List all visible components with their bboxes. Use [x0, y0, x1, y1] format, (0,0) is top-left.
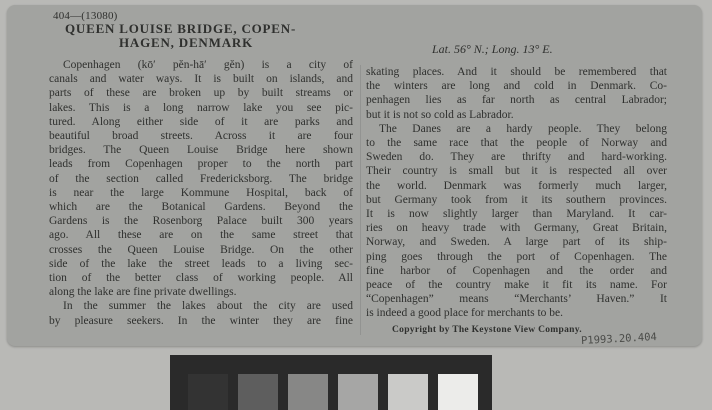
left-column-line: Gardens is the Rosenborg Palace built 300 years [49, 215, 353, 228]
gray-swatch [338, 374, 378, 410]
right-column-line: skating places. And it should be remembered that [366, 66, 667, 78]
gray-swatch [238, 374, 278, 410]
right-column-line: the winters are long and cold in Denmark. Co- [366, 80, 667, 93]
gray-swatch [388, 374, 428, 410]
left-column-line: beautiful broad streets. Across it are four [49, 130, 353, 143]
right-column-line: penhagen lies as far north as central Labrador; [366, 94, 667, 107]
left-column-line: tion of the better class of working people. All [49, 272, 353, 285]
left-column-line: lakes. This is a long narrow lake you see pic- [49, 101, 353, 114]
right-column-line: the world. Denmark was formerly much larger, [366, 179, 667, 192]
gray-swatch [438, 374, 478, 410]
right-column-line: Sweden do. They are thrifty and hard-working. [366, 151, 667, 164]
left-column-line: parts of these are broken up by built streams or [49, 87, 353, 100]
right-column-line: “Copenhagen” means “Merchants’ Haven.” It [366, 293, 667, 306]
column-gutter [360, 65, 361, 335]
left-column-line: In the summer the lakes about the city are used [63, 300, 353, 313]
left-column-line: Copenhagen (kō′ pĕn-hā′ gĕn) is a city of [63, 59, 353, 71]
left-column-line: side of the lake the street leads to a living sec- [49, 257, 353, 270]
right-column-line: but it is not so cold as Labrador. [366, 108, 514, 121]
right-column-line: Norway, and Sweden. A large part of its ship- [366, 236, 667, 249]
right-column-line: is indeed a good place for merchants to be. [366, 307, 564, 320]
right-column-line: It is now slightly larger than Maryland. It car- [366, 208, 667, 221]
right-column-line: Their country is small but it is respected all over [366, 165, 667, 178]
right-column-line: fine harbor of Copenhagen and the order and [366, 264, 667, 277]
left-column-line: is near the large Kommune Hospital, back of [49, 186, 353, 199]
accession-number: P1993.20.404 [580, 331, 658, 347]
right-column-line: ping goes through the port of Copenhagen. The [366, 250, 667, 263]
left-column-line: crosses the Queen Louise Bridge. On the other [49, 243, 353, 256]
coordinates: Lat. 56° N.; Long. 13° E. [432, 42, 553, 56]
right-column-line: to the same race that the people of Norway and [366, 137, 667, 150]
stereograph-card-back [7, 5, 702, 346]
text-column-right [366, 65, 667, 321]
gray-swatch [288, 374, 328, 410]
card-title-line-2: HAGEN, DENMARK [119, 35, 253, 50]
card-number: 404—(13080) [53, 10, 118, 22]
left-column-line: ago. All these are on the same street that [49, 229, 353, 242]
text-column-left [49, 58, 353, 328]
right-column-line: ries on heavy trade with Germany, Great Britain, [366, 222, 667, 235]
gray-swatch [188, 374, 228, 410]
copyright-line: Copyright by The Keystone View Company. [392, 325, 582, 335]
left-column-line: which are the Botanical Gardens. Beyond the [49, 201, 353, 214]
left-column-line: tured. Along either side of it are parks and [49, 115, 353, 128]
right-column-line: The Danes are a hardy people. They belong [379, 122, 667, 135]
left-column-line: bridges. The Queen Louise Bridge here shown [49, 144, 353, 157]
left-column-line: along the lake are fine private dwellings. [49, 286, 237, 299]
card-title-line-1: QUEEN LOUISE BRIDGE, COPEN- [65, 21, 297, 36]
right-column-line: peace of the country make it fit its name. For [366, 279, 667, 292]
left-column-line: leads from Copenhagen proper to the north part [49, 158, 353, 171]
left-column-line: of the section called Fredericksborg. The bridge [49, 172, 353, 185]
right-column-line: but Germany took from it its southern provinces. [366, 193, 667, 206]
left-column-line: canals and water ways. It is built on islands, and [49, 73, 353, 86]
left-column-line: by pleasure seekers. In the winter they are fine [49, 314, 353, 327]
